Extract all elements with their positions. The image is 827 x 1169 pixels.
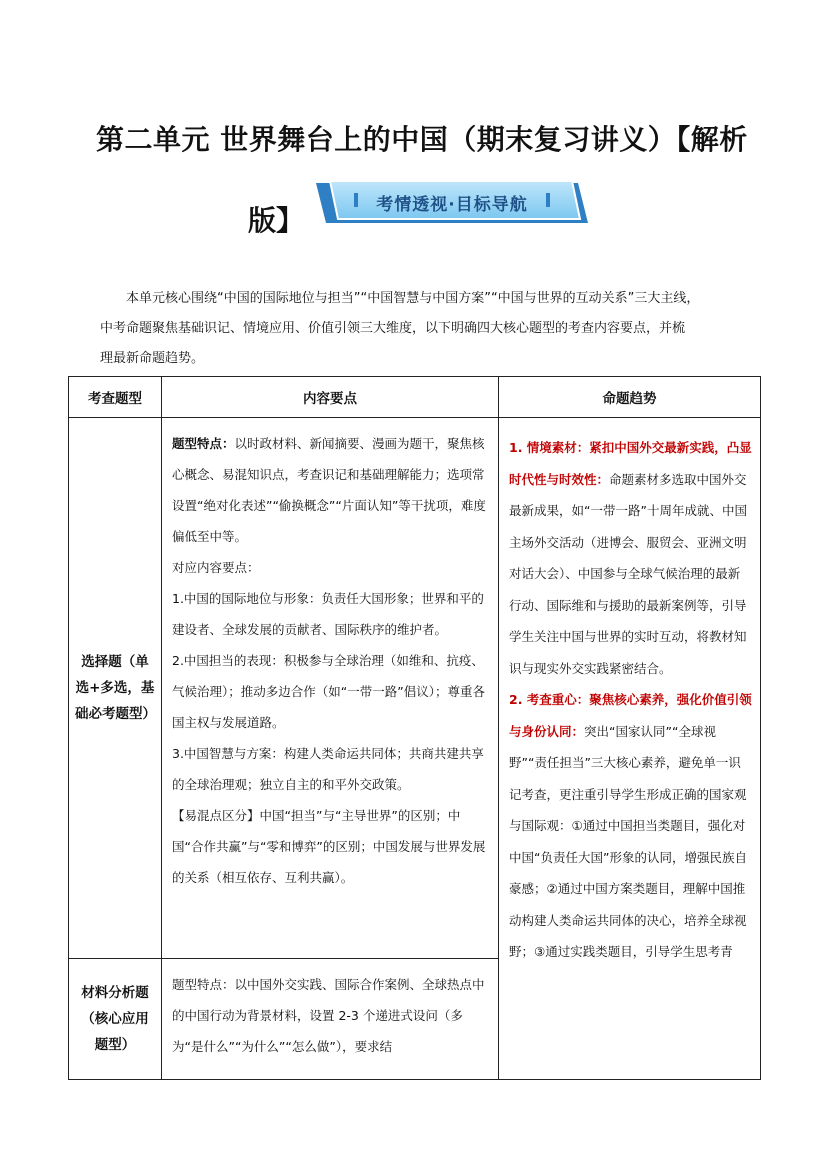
header-type: 考查题型 (69, 377, 162, 418)
trend-content (509, 432, 752, 1067)
header-trend: 命题趋势 (499, 377, 761, 418)
trend-2-text: 突出“国家认同”“全球视野”“责任担当”三大核心素养，避免单一识记考查，更注重引导学生形成正确的国家观与国际观：①通过中国担当类题目，强化对中国“负责任大国”形象的认同，增强民族自豪感；②通过中国方案类题目，理解中国推动构建人类命运共同体的决心，培养全球视野；③通过实践类题目，引导学生思考青 (509, 723, 747, 959)
point-1: 1.中国的国际地位与形象：负责任大国形象；世界和平的建设者、全球发展的贡献者、国际秩序的维护者。 (172, 591, 484, 637)
analysis-features: 题型特点：以中国外交实践、国际合作案例、全球热点中的中国行动为背景材料，设置 2-3 个递进式设问（多为“是什么”“为什么”“怎么做”），要求结 (172, 977, 485, 1054)
row-type-analysis: 材料分析题（核心应用题型） (69, 959, 162, 1080)
intro-line: 本单元核心围绕“中国的国际地位与担当”“中国智慧与中国方案”“中国与世界的互动关系”三大主线， (126, 291, 700, 306)
trend-1 (509, 432, 752, 684)
page-title-continued: 版】 (248, 204, 305, 237)
points-intro: 对应内容要点： (172, 560, 260, 575)
header-points: 内容要点 (162, 377, 499, 418)
banner-label: 考情透视·目标导航 (376, 195, 528, 215)
analysis-content (172, 969, 488, 1067)
table-row (69, 418, 761, 959)
table-header-row (69, 377, 761, 418)
point-3: 3.中国智慧与方案：构建人类命运共同体；共商共建共享的全球治理观；独立自主的和平外交政策。 (172, 746, 484, 792)
intro-paragraph (100, 284, 760, 374)
trend-2 (509, 684, 752, 968)
confuse-note: 【易混点区分】中国“担当”与“主导世界”的区别；中国“合作共赢”与“零和博弈”的区别；中国发展与世界发展的关系（相互依存、互利共赢）。 (172, 808, 486, 885)
intro-line: 中考命题聚焦基础识记、情境应用、价值引领三大维度，以下明确四大核心题型的考查内容要点，并梳 (100, 321, 686, 336)
trend-1-head: 1. 情境素材：紧扣中国外交最新实践，凸显时代性与时效性： (509, 440, 752, 487)
point-2: 2.中国担当的表现：积极参与全球治理（如维和、抗疫、气候治理）；推动多边合作（如“一带一路”倡议）；尊重各国主权与发展道路。 (172, 653, 485, 730)
trend-1-text: 命题素材多选取中国外交最新成果，如“一带一路”十周年成就、中国主场外交活动（进博会、服贸会、亚洲文明对话大会）、中国参与全球气候治理的最新行动、国际维和与援助的最新案例等，引导学生关注中国与世界的实时互动，将教材知识与现实外交实践紧密结合。 (509, 471, 747, 676)
content-points-choice (162, 418, 499, 959)
section-banner (316, 179, 588, 227)
intro-line: 理最新命题趋势。 (100, 351, 205, 366)
exam-table (68, 376, 761, 1080)
page-title: 第二单元 世界舞台上的中国（期末复习讲义）【解析 (96, 123, 748, 156)
content-points-analysis (162, 959, 499, 1080)
trend-cell (499, 418, 761, 1080)
features-paragraph (172, 428, 488, 552)
features-text: 以时政材料、新闻摘要、漫画为题干，聚焦核心概念、易混知识点，考查识记和基础理解能力；选项常设置“绝对化表述”“偷换概念”“片面认知”等干扰项，难度偏低至中等。 (172, 436, 486, 544)
row-type-choice: 选择题（单选+多选，基础必考题型） (69, 418, 162, 959)
trend-2-head: 2. 考查重心：聚焦核心素养，强化价值引领与身份认同： (509, 692, 752, 739)
features-label: 题型特点： (172, 436, 235, 451)
